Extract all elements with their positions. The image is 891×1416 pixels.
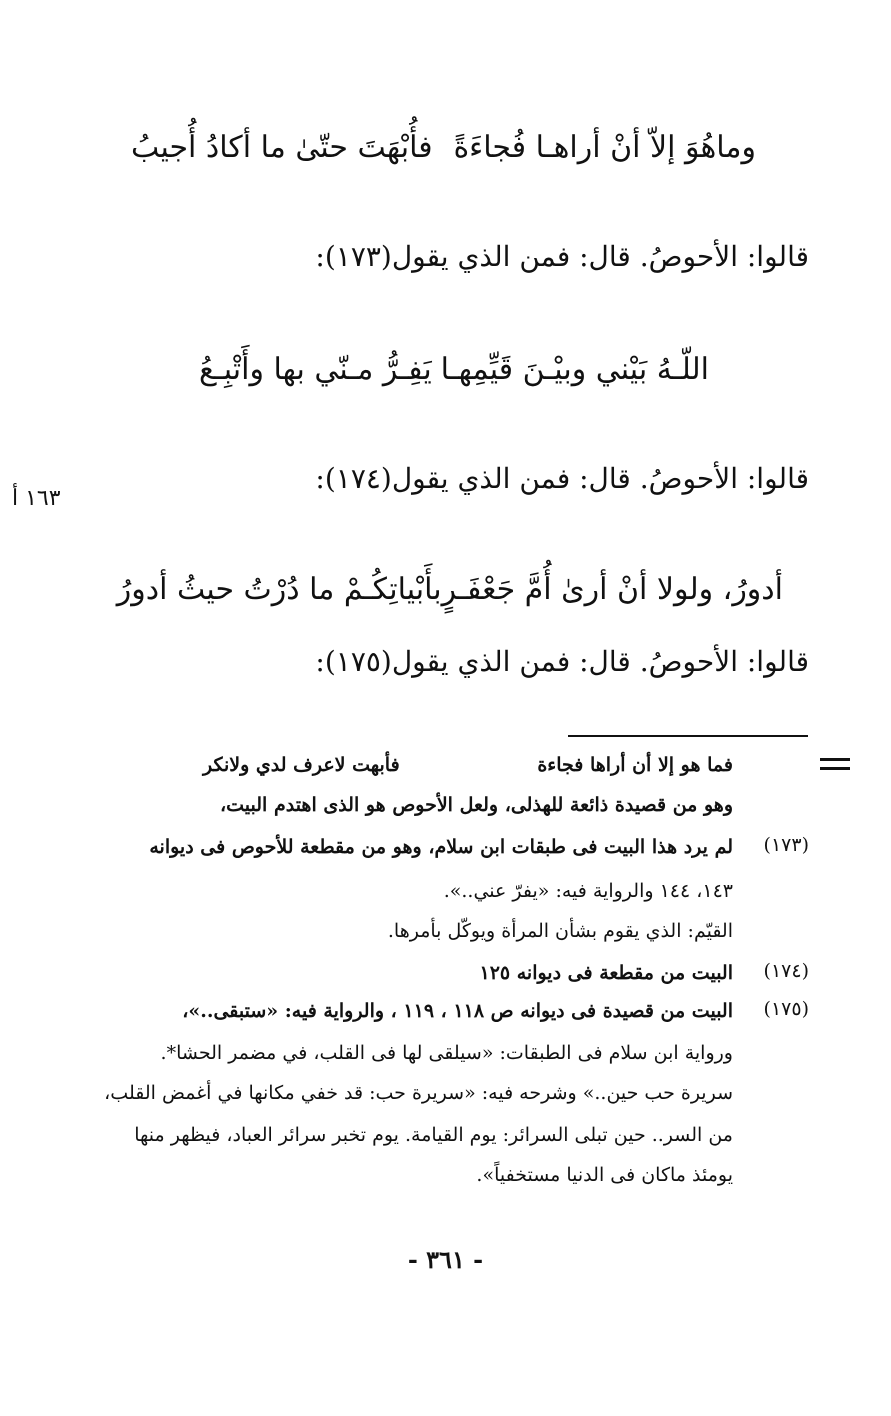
prose-line-2: قالوا: الأحوصُ. قال: فمن الذي يقول(١٧٤): bbox=[315, 462, 809, 495]
verse-3 bbox=[116, 572, 783, 607]
verse-1-first-hemistich: وماهُوَ إلاّ أنْ أراهـا فُجاءَةً bbox=[453, 130, 756, 165]
variant-second-hemistich: فأبهت لاعرف لدي ولانكر bbox=[203, 754, 400, 776]
footnote-174-line: البيت من مقطعة فى ديوانه ١٢٥ bbox=[479, 962, 733, 984]
manuscript-folio-note: ١٦٣ أ bbox=[12, 486, 61, 511]
prose-line-1: قالوا: الأحوصُ. قال: فمن الذي يقول(١٧٣): bbox=[315, 240, 809, 273]
footnote-175-line: من السر.. حين تبلى السرائر: يوم القيامة. يوم تخبر سرائر العباد، فيظهر منها bbox=[134, 1124, 733, 1146]
footnote-174-number: (١٧٤) bbox=[763, 960, 809, 982]
footnote-separator bbox=[568, 735, 808, 737]
footnote-variant-verse bbox=[203, 752, 733, 778]
verse-2-second-hemistich: يَفِـرُّ مـنّي بها وأَتْبِـعُ bbox=[199, 352, 432, 387]
footnote-175-line: سريرة حب حين..» وشرحه فيه: «سريرة حب: قد خفي مكانها في أغمض القلب، bbox=[104, 1082, 733, 1104]
footnote-175-line: البيت من قصيدة فى ديوانه ص ١١٨ ، ١١٩ ، والرواية فيه: «ستبقى..»، bbox=[182, 1000, 733, 1022]
footnote-173-line: ١٤٣، ١٤٤ والرواية فيه: «يفرّ عني..». bbox=[443, 880, 733, 902]
footnote-175-number: (١٧٥) bbox=[763, 998, 809, 1020]
footnote-173-line: لم يرد هذا البيت فى طبقات ابن سلام، وهو من مقطعة للأحوص فى ديوانه bbox=[149, 836, 733, 858]
equals-mark bbox=[820, 758, 850, 776]
verse-1 bbox=[131, 130, 756, 165]
footnote-173-line: القيّم: الذي يقوم بشأن المرأة ويوكّل بأمرها. bbox=[387, 920, 733, 942]
footnote-173-number: (١٧٣) bbox=[763, 834, 809, 856]
verse-1-second-hemistich: فأُبْهَتَ حتّىٰ ما أكادُ أُجيبُ bbox=[131, 130, 433, 165]
footnote-175-line: يومئذ ماكان فى الدنيا مستخفياً». bbox=[476, 1164, 733, 1186]
footnote-175-line: ورواية ابن سلام فى الطبقات: «سيلقى لها فى القلب، في مضمر الحشا*. bbox=[160, 1042, 733, 1064]
prose-line-3: قالوا: الأحوصُ. قال: فمن الذي يقول(١٧٥): bbox=[315, 645, 809, 678]
verse-2 bbox=[199, 352, 709, 387]
verse-3-first-hemistich: أدورُ، ولولا أنْ أرىٰ أُمَّ جَعْفَـرٍ bbox=[441, 572, 783, 607]
variant-first-hemistich: فما هو إلا أن أراها فجاءة bbox=[537, 754, 733, 776]
verse-3-second-hemistich: بأَبْياتِكُـمْ ما دُرْتُ حيثُ أدورُ bbox=[116, 572, 442, 607]
page-number: - ٣٦١ - bbox=[407, 1245, 484, 1274]
footnote-variant-note: وهو من قصيدة ذائعة للهذلى، ولعل الأحوص هو الذى اهتدم البيت، bbox=[220, 794, 733, 816]
verse-2-first-hemistich: اللّـهُ بَيْني وبيْـنَ قَيِّمِهـا bbox=[440, 352, 709, 387]
